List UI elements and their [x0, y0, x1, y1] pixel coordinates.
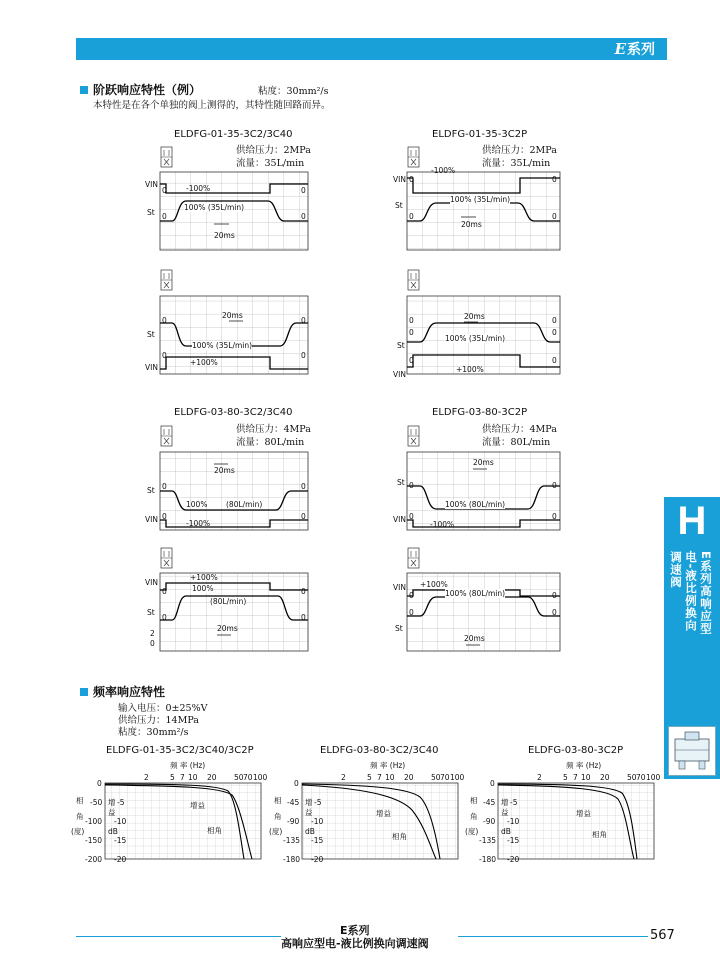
st-label: St: [397, 478, 405, 487]
st-label: St: [395, 201, 403, 210]
chart-pressure-2: 供给压力：2MPa: [482, 145, 557, 156]
phase-curve-label: 相角: [592, 830, 607, 839]
st-label: St: [397, 341, 405, 350]
section-title-step: 阶跃响应特性（例）: [93, 83, 202, 97]
percent-label: -100%: [186, 184, 211, 193]
st-label: St: [147, 208, 155, 217]
zero-label: 0: [552, 591, 557, 600]
freq-cond-pressure: 供给压力：14MPa: [118, 715, 199, 726]
phase-curve-label: 相角: [207, 826, 222, 835]
gain-tick: -10: [507, 817, 520, 826]
zero-label: 0: [162, 186, 167, 195]
time-label: 20ms: [214, 466, 235, 475]
x-tick: 7: [180, 773, 185, 782]
section-note: 本特性是在各个单独的阀上测得的，其特性随回路而异。: [93, 100, 331, 111]
gain-curve-label: 增益: [576, 809, 591, 818]
zero-label: 0: [552, 512, 557, 521]
zero-label: 0: [552, 328, 557, 337]
gain-tick: -5: [314, 798, 322, 807]
time-label: 20ms: [461, 220, 482, 229]
series-logo: E: [614, 40, 626, 58]
valve-thumbnail-icon: [668, 726, 716, 776]
freq-chart-title-3: ELDFG-03-80-3C2P: [528, 745, 624, 756]
phase-axis-char: (度): [71, 827, 85, 836]
st-label: St: [147, 330, 155, 339]
time-label: 20ms: [217, 624, 238, 633]
zero-label: 0: [301, 212, 306, 221]
phase-axis-char: (度): [269, 827, 283, 836]
x-tick: 10: [385, 773, 395, 782]
footer-rule: [458, 936, 648, 937]
flow-label: (80L/min): [210, 597, 247, 606]
gain-tick: -20: [114, 855, 127, 864]
y-tick: 0: [490, 779, 495, 788]
zero-label: 0: [409, 175, 414, 184]
y-tick: -135: [479, 836, 497, 845]
x-tick: 70: [440, 773, 450, 782]
gain-tick: -15: [507, 836, 520, 845]
footer-rule: [76, 936, 281, 937]
st-label: St: [147, 608, 155, 617]
phase-axis-char: (度): [465, 827, 479, 836]
gain-tick: -15: [311, 836, 324, 845]
zero-label: 0: [162, 316, 167, 325]
x-tick: 2: [144, 773, 149, 782]
vin-label: VIN: [393, 515, 406, 524]
gain-tick: -20: [311, 855, 324, 864]
flow-label: 100% (35L/min): [184, 203, 245, 212]
st-label: St: [395, 624, 403, 633]
zero-label: 0: [409, 591, 414, 600]
chart-flow-2: 流量：35L/min: [482, 158, 551, 169]
y-tick: -200: [85, 855, 103, 864]
zero-label: 0: [552, 175, 557, 184]
gain-tick: -5: [117, 798, 125, 807]
x-tick: 70: [636, 773, 646, 782]
zero-label: 0: [552, 356, 557, 365]
y-tick: 0: [97, 779, 102, 788]
x-tick: 2: [537, 773, 542, 782]
gain-tick: -15: [114, 836, 127, 845]
time-label: 20ms: [222, 311, 243, 320]
percent-label: -100%: [186, 519, 211, 528]
zero-label: 0: [409, 212, 414, 221]
gain-axis-char: 益: [501, 808, 509, 817]
tab-text-1: E系列高响应型: [699, 551, 713, 635]
chart-flow-1: 流量：35L/min: [236, 158, 305, 169]
chart-flow-4: 流量：80L/min: [482, 437, 551, 448]
time-label: 20ms: [464, 312, 485, 321]
percent-label: -100%: [430, 520, 455, 529]
zero-label: 0: [552, 316, 557, 325]
gain-tick: -10: [114, 817, 127, 826]
chart-pressure-3: 供给压力：4MPa: [236, 424, 311, 435]
x-tick: 10: [188, 773, 198, 782]
gain-axis-char: dB: [108, 827, 118, 836]
page-number: 567: [650, 928, 675, 943]
chart-title-3: ELDFG-03-80-3C2/3C40: [174, 407, 293, 418]
phase-axis-char: 角: [274, 812, 282, 821]
x-tick: 50: [431, 773, 441, 782]
x-tick: 7: [573, 773, 578, 782]
zero-label: 0: [162, 212, 167, 221]
phase-curve-label: 相角: [392, 832, 407, 841]
header-series-label: E系列: [614, 40, 655, 58]
x-tick: 2: [341, 773, 346, 782]
zero-label: 0: [162, 587, 167, 596]
freq-cond-viscosity: 粘度：30mm²/s: [118, 727, 189, 738]
zero-label: 0: [301, 512, 306, 521]
zero-label: 0: [409, 481, 414, 490]
zero-label: 0: [409, 512, 414, 521]
x-tick: 50: [627, 773, 637, 782]
gain-axis-char: 增: [305, 798, 313, 807]
x-tick: 100: [253, 773, 268, 782]
chart-title-1: ELDFG-01-35-3C2/3C40: [174, 129, 293, 140]
zero-label: 0: [301, 351, 306, 360]
chart-pressure-4: 供给压力：4MPa: [482, 424, 557, 435]
zero-label: 0: [301, 613, 306, 622]
zero-label: 0: [162, 512, 167, 521]
gain-axis-char: 增: [108, 798, 116, 807]
zero-label: 0: [150, 639, 155, 648]
two-label: 2: [150, 629, 155, 638]
gain-axis-char: 增: [501, 798, 509, 807]
y-tick: -90: [483, 817, 496, 826]
footer-series: E系列: [340, 924, 370, 937]
st-label: St: [147, 486, 155, 495]
zero-label: 0: [162, 351, 167, 360]
time-label: 20ms: [473, 458, 494, 467]
zero-label: 0: [409, 328, 414, 337]
vin-label: VIN: [145, 363, 158, 372]
zero-label: 0: [301, 482, 306, 491]
percent-label: +100%: [420, 580, 448, 589]
vin-label: VIN: [145, 578, 158, 587]
y-tick: -135: [283, 836, 301, 845]
gain-curve-label: 增益: [376, 809, 391, 818]
section-title-freq: 频率响应特性: [93, 685, 166, 699]
flow-label: 100% (80L/min): [445, 500, 506, 509]
chart-pressure-1: 供给压力：2MPa: [236, 145, 311, 156]
chart-title-4: ELDFG-03-80-3C2P: [432, 407, 528, 418]
zero-label: 0: [301, 316, 306, 325]
y-tick: -150: [85, 836, 103, 845]
y-tick: -45: [483, 798, 496, 807]
zero-label: 0: [301, 186, 306, 195]
freq-axis-label: 频 率 (Hz): [170, 761, 206, 770]
percent-label: -100%: [431, 166, 456, 175]
zero-label: 0: [409, 316, 414, 325]
zero-label: 0: [552, 608, 557, 617]
zero-label: 0: [409, 356, 414, 365]
zero-label: 0: [409, 608, 414, 617]
time-label: 20ms: [214, 231, 235, 240]
x-tick: 7: [377, 773, 382, 782]
gain-tick: -20: [507, 855, 520, 864]
zero-label: 0: [301, 587, 306, 596]
flow-label: (80L/min): [226, 500, 263, 509]
y-tick: 0: [294, 779, 299, 788]
footer-title: 高响应型电-液比例换向调速阀: [281, 937, 429, 950]
zero-label: 0: [162, 482, 167, 491]
y-tick: -180: [283, 855, 301, 864]
x-tick: 5: [563, 773, 568, 782]
y-tick: -90: [287, 817, 300, 826]
gain-axis-char: 益: [305, 808, 313, 817]
x-tick: 10: [581, 773, 591, 782]
zero-label: 0: [552, 212, 557, 221]
flow-label: 100% (80L/min): [445, 589, 506, 598]
flow-label: 100% (35L/min): [450, 195, 511, 204]
flow-label: 100% (35L/min): [192, 341, 253, 350]
phase-axis-char: 角: [76, 812, 84, 821]
vin-label: VIN: [145, 515, 158, 524]
percent-label: 100%: [192, 584, 214, 593]
chart-flow-3: 流量：80L/min: [236, 437, 305, 448]
chart-title-2: ELDFG-01-35-3C2P: [432, 129, 528, 140]
x-tick: 20: [207, 773, 217, 782]
gain-axis-char: 益: [108, 808, 116, 817]
freq-chart-title-1: ELDFG-01-35-3C2/3C40/3C2P: [106, 745, 254, 756]
y-tick: -50: [90, 798, 103, 807]
gain-axis-char: dB: [501, 827, 511, 836]
gain-tick: -5: [510, 798, 518, 807]
gain-axis-char: dB: [305, 827, 315, 836]
x-tick: 100: [450, 773, 465, 782]
x-tick: 20: [404, 773, 414, 782]
phase-axis-char: 相: [274, 796, 282, 805]
freq-axis-label: 频 率 (Hz): [566, 761, 602, 770]
vin-label: VIN: [393, 583, 406, 592]
vin-label: VIN: [393, 175, 406, 184]
zero-label: 0: [552, 481, 557, 490]
vin-label: VIN: [393, 370, 406, 379]
x-tick: 100: [646, 773, 661, 782]
tab-text-2: 电-液比例换向: [684, 551, 698, 632]
y-tick: -100: [85, 817, 103, 826]
flow-label: 100% (35L/min): [445, 334, 506, 343]
x-tick: 5: [367, 773, 372, 782]
phase-axis-char: 相: [470, 796, 478, 805]
freq-chart-title-2: ELDFG-03-80-3C2/3C40: [320, 745, 439, 756]
freq-axis-label: 频 率 (Hz): [370, 761, 406, 770]
percent-label: +100%: [190, 358, 218, 367]
tab-letter: H: [677, 499, 707, 543]
x-tick: 20: [600, 773, 610, 782]
zero-label: 0: [162, 613, 167, 622]
phase-axis-char: 角: [470, 812, 478, 821]
x-tick: 70: [243, 773, 253, 782]
gain-tick: -10: [311, 817, 324, 826]
viscosity-note: 粘度：30mm²/s: [258, 86, 329, 97]
vin-label: VIN: [145, 180, 158, 189]
percent-label: +100%: [456, 365, 484, 374]
y-tick: -180: [479, 855, 497, 864]
y-tick: -45: [287, 798, 300, 807]
time-label: 20ms: [464, 634, 485, 643]
percent-label: +100%: [190, 573, 218, 582]
tab-text-3: 调速阀: [669, 551, 683, 589]
x-tick: 5: [170, 773, 175, 782]
valve-thumbnail-drawing: [669, 727, 715, 775]
percent-label: 100%: [186, 500, 208, 509]
freq-cond-voltage: 输入电压：0±25%V: [118, 703, 208, 714]
gain-curve-label: 增益: [190, 801, 205, 810]
phase-axis-char: 相: [76, 796, 84, 805]
x-tick: 50: [234, 773, 244, 782]
